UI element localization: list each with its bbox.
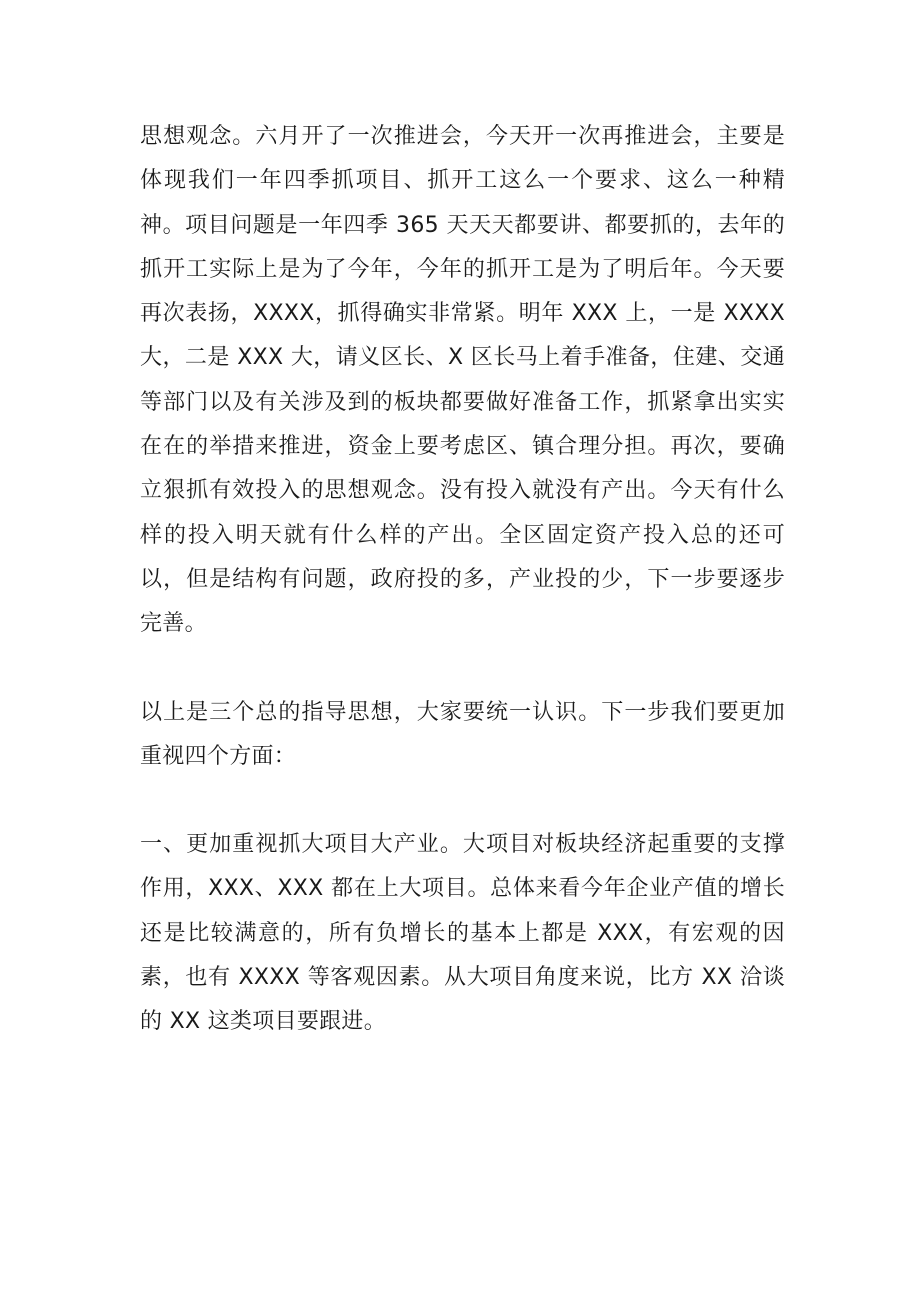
paragraph-investment-concepts: 思想观念。六月开了一次推进会，今天开一次再推进会，主要是体现我们一年四季抓项目、抓开工这么一个要求、这么一种精神。项目问题是一年四季 365 天天天都要讲、都要抓的，去年的抓开工实际上是为了今年，今年的抓开工是为了明后年。今天要再次表扬，XXXX，抓得确实非常紧。明年 XXX 上，一是 XXXX 大，二是 XXX 大，请义区长、X 区长马上着手准备，住建、交通等部门以及有关涉及到的板块都要做好准备工作，抓紧拿出实实在在的举措来推进，资金上要考虑区、镇合理分担。再次，要确立狠抓有效投入的思想观念。没有投入就没有产出。今天有什么样的投入明天就有什么样的产出。全区固定资产投入总的还可以，但是结构有问题，政府投的多，产业投的少，下一步要逐步完善。 bbox=[140, 124, 785, 637]
paragraph-big-projects: 一、更加重视抓大项目大产业。大项目对板块经济起重要的支撑作用，XXX、XXX 都在上大项目。总体来看今年企业产值的增长还是比较满意的，所有负增长的基本上都是 XXX，有宏观的因素，也有 XXXX 等客观因素。从大项目角度来说，比方 XX 洽谈的 XX 这类项目要跟进。 bbox=[140, 832, 785, 1035]
paragraph-gap bbox=[140, 779, 785, 823]
paragraph-gap bbox=[140, 647, 785, 691]
paragraph-guiding-thoughts: 以上是三个总的指导思想，大家要统一认识。下一步我们要更加重视四个方面： bbox=[140, 699, 785, 769]
document-body bbox=[140, 115, 785, 1045]
